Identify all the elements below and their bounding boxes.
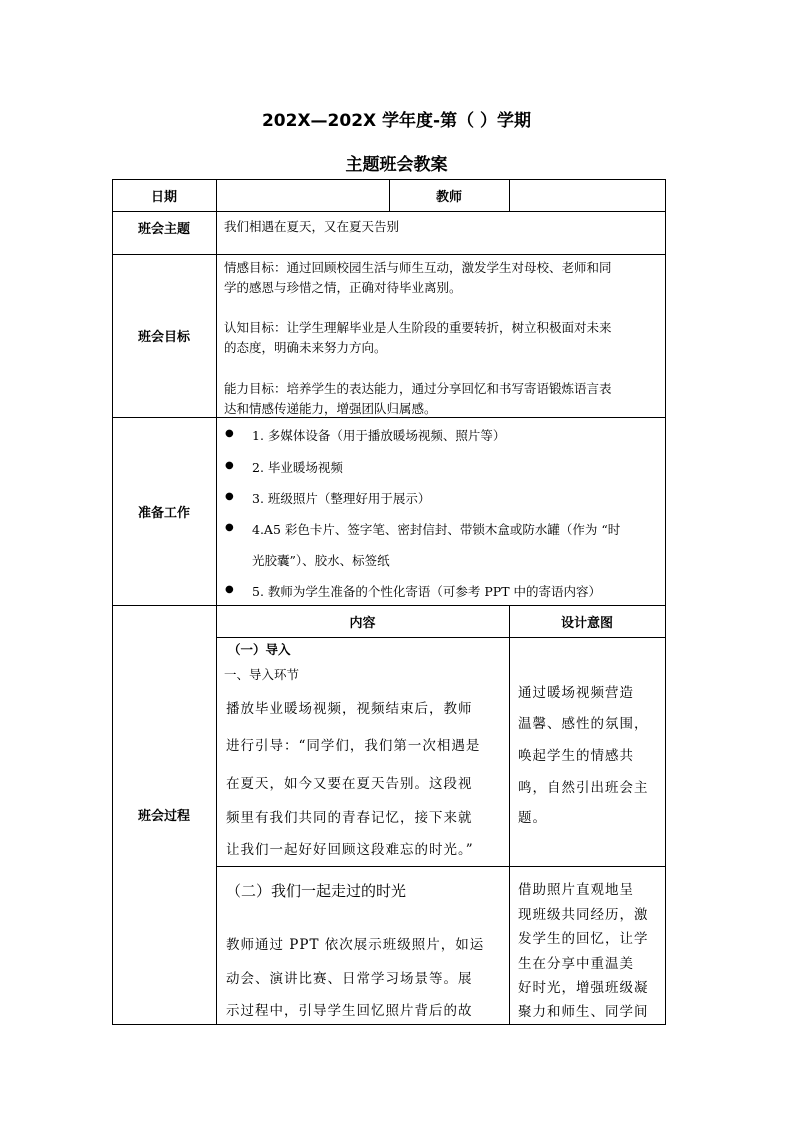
section1-line: 让我们一起好好回顾这段难忘的时光。” <box>226 842 474 858</box>
goal-line: 能力目标：培养学生的表达能力，通过分享回忆和书写寄语锻炼语言表 <box>224 381 612 396</box>
process-label: 班会过程 <box>137 809 190 824</box>
section1-heading: （一）导入 <box>228 642 291 657</box>
bullet-icon: ● <box>225 522 234 533</box>
document-title: 202X—202X 学年度-第（ ）学期 <box>261 111 532 131</box>
section1-line: 频里有我们共同的青春记忆，接下来就 <box>226 810 473 826</box>
section1-line: 播放毕业暖场视频，视频结束后，教师 <box>226 701 473 717</box>
bullet-icon: ● <box>225 460 234 471</box>
section2-line: 教师通过 PPT 依次展示班级照片，如运 <box>226 937 485 953</box>
section2-line: 示过程中，引导学生回忆照片背后的故 <box>226 1003 473 1019</box>
section1-line: 在夏天，如今又要在夏天告别。这段视 <box>226 776 473 792</box>
section1-intent: 鸣，自然引出班会主 <box>518 780 649 796</box>
prep-item: 5. 教师为学生准备的个性化寄语（可参考 PPT 中的寄语内容） <box>252 584 602 599</box>
date-label: 日期 <box>150 189 177 205</box>
bullet-icon: ● <box>225 491 234 502</box>
document-subtitle: 主题班会教案 <box>345 155 448 175</box>
teacher-label: 教师 <box>435 189 462 205</box>
goal-line: 达和情感传递能力，增强团队归属感。 <box>224 401 437 416</box>
prep-item: 1. 多媒体设备（用于播放暖场视频、照片等） <box>252 428 506 443</box>
goal-line: 的态度，明确未来努力方向。 <box>224 340 387 355</box>
content-header: 内容 <box>349 615 376 631</box>
section2-heading: （二）我们一起走过的时光 <box>226 882 407 900</box>
section1-intent: 题。 <box>518 810 547 826</box>
teacher-value <box>510 179 665 211</box>
section2-intent: 聚力和师生、同学间 <box>518 1004 649 1020</box>
section2-intent: 现班级共同经历，激 <box>518 907 649 923</box>
prep-item: 4.A5 彩色卡片、签字笔、密封信封、带锁木盒或防水罐（作为 “时 <box>252 522 621 537</box>
section2-intent: 好时光，增强班级凝 <box>518 980 649 996</box>
bullet-icon: ● <box>225 584 234 595</box>
prep-label: 准备工作 <box>137 505 190 521</box>
goal-line: 认知目标：让学生理解毕业是人生阶段的重要转折，树立积极面对未来 <box>224 320 612 335</box>
prep-item: 2. 毕业暖场视频 <box>252 460 343 475</box>
bullet-icon: ● <box>225 428 234 439</box>
section1-sub: 一、导入环节 <box>224 667 300 682</box>
theme-label: 班会主题 <box>137 221 190 237</box>
section1-intent: 温馨、感性的氛围， <box>518 716 649 732</box>
goal-label: 班会目标 <box>137 330 190 345</box>
prep-item: 光胶囊”）、胶水、标签纸 <box>252 553 390 568</box>
intent-header: 设计意图 <box>560 615 613 631</box>
section2-line: 动会、演讲比赛、日常学习场景等。展 <box>226 971 473 987</box>
section1-intent: 唤起学生的情感共 <box>518 748 634 764</box>
section1-intent: 通过暖场视频营造 <box>518 685 634 701</box>
section2-intent: 借助照片直观地呈 <box>518 882 634 898</box>
section2-intent: 发学生的回忆，让学 <box>518 931 649 947</box>
section1-line: 进行引导：“同学们，我们第一次相遇是 <box>226 738 481 754</box>
date-value <box>217 179 389 211</box>
prep-item: 3. 班级照片（整理好用于展示） <box>252 491 431 506</box>
section2-intent: 生在分享中重温美 <box>518 956 634 972</box>
goal-line: 情感目标：通过回顾校园生活与师生互动，激发学生对母校、老师和同 <box>224 260 612 275</box>
theme-value: 我们相遇在夏天，又在夏天告别 <box>224 219 400 234</box>
goal-line: 学的感恩与珍惜之情，正确对待毕业离别。 <box>224 280 462 295</box>
